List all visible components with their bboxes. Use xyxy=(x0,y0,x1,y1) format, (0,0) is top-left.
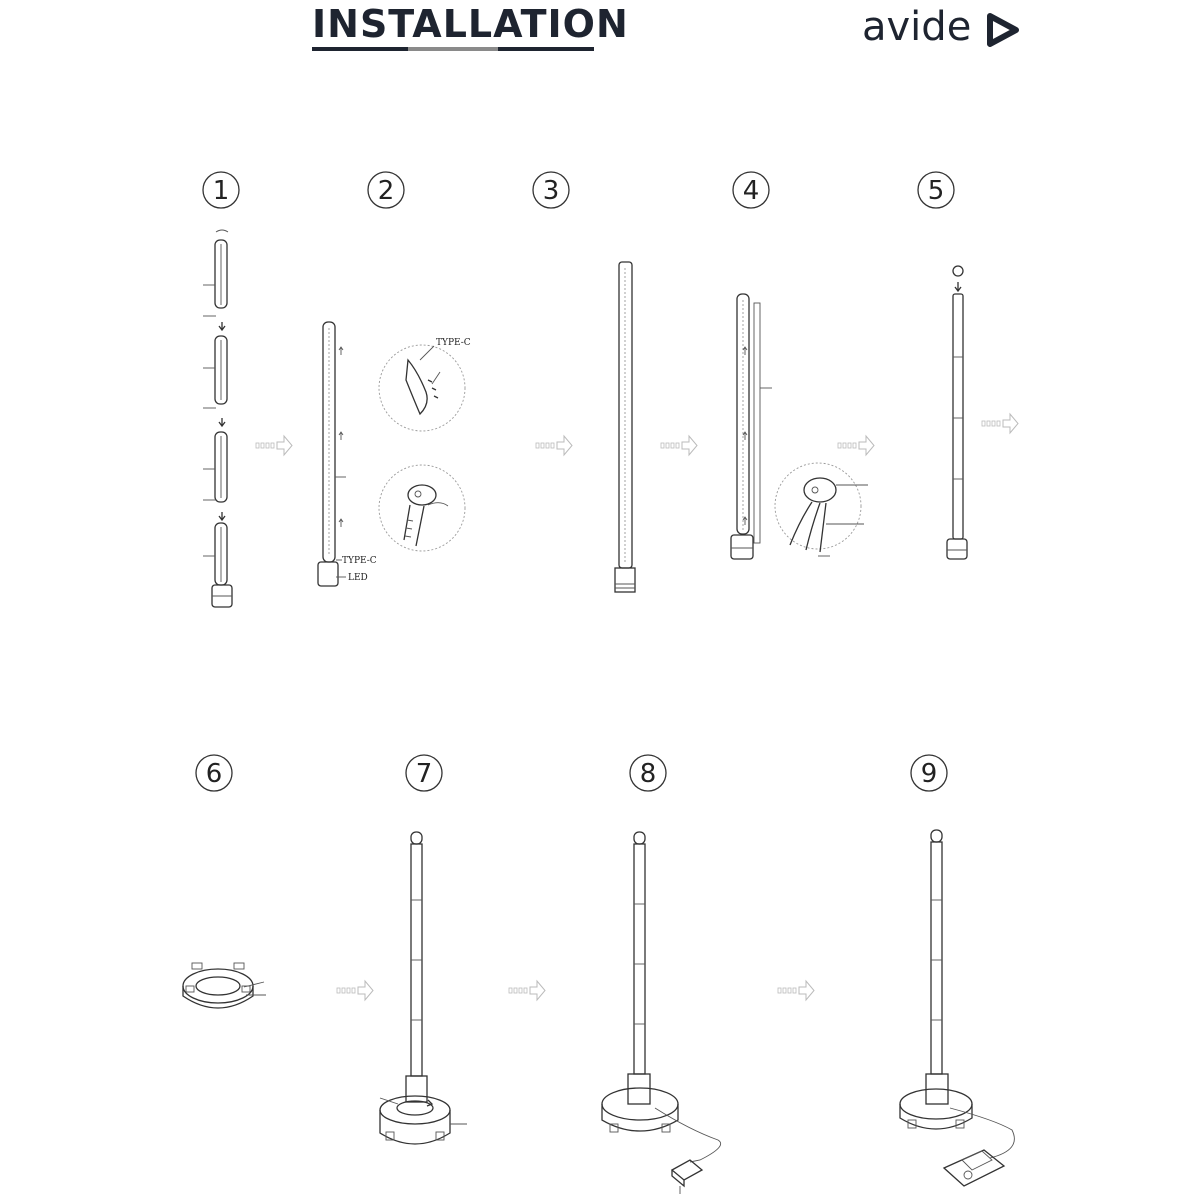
step-number: 7 xyxy=(415,759,433,789)
next-arrow-icon xyxy=(337,981,373,1000)
step-2-badge xyxy=(368,172,404,208)
title-text: INSTALLATION xyxy=(312,2,629,46)
next-arrow-icon xyxy=(661,436,697,455)
step-6-illustration xyxy=(183,963,266,1008)
step-number: 1 xyxy=(212,176,230,206)
type-c-label: TYPE-C xyxy=(342,556,377,566)
step-3-badge xyxy=(533,172,569,208)
next-arrow-icon xyxy=(982,414,1018,433)
step-9-badge xyxy=(911,755,947,791)
step-6-badge xyxy=(196,755,232,791)
next-arrow-icon xyxy=(778,981,814,1000)
step-1-badge xyxy=(203,172,239,208)
step-9-illustration xyxy=(900,830,1014,1186)
brand-wordmark: avide xyxy=(862,4,972,50)
type-c-label: TYPE-C xyxy=(436,338,471,348)
step-8-illustration xyxy=(602,832,721,1194)
step-number: 8 xyxy=(639,759,657,789)
step-2-illustration xyxy=(318,322,471,586)
step-4-badge xyxy=(733,172,769,208)
step-7-illustration xyxy=(380,832,467,1144)
next-arrow-icon xyxy=(256,436,292,455)
step-1-illustration xyxy=(203,230,232,607)
step-3-illustration xyxy=(615,262,635,592)
step-number: 6 xyxy=(205,759,223,789)
step-7-badge xyxy=(406,755,442,791)
next-arrow-icon xyxy=(536,436,572,455)
step-number: 2 xyxy=(377,176,395,206)
step-5-badge xyxy=(918,172,954,208)
next-arrow-icon xyxy=(509,981,545,1000)
step-4-illustration xyxy=(731,294,868,559)
step-number: 3 xyxy=(542,176,560,206)
step-number: 9 xyxy=(920,759,938,789)
step-5-illustration xyxy=(947,266,967,559)
step-number: 4 xyxy=(742,176,760,206)
next-arrow-icon xyxy=(838,436,874,455)
led-label: LED xyxy=(348,573,368,583)
step-number: 5 xyxy=(927,176,945,206)
step-8-badge xyxy=(630,755,666,791)
